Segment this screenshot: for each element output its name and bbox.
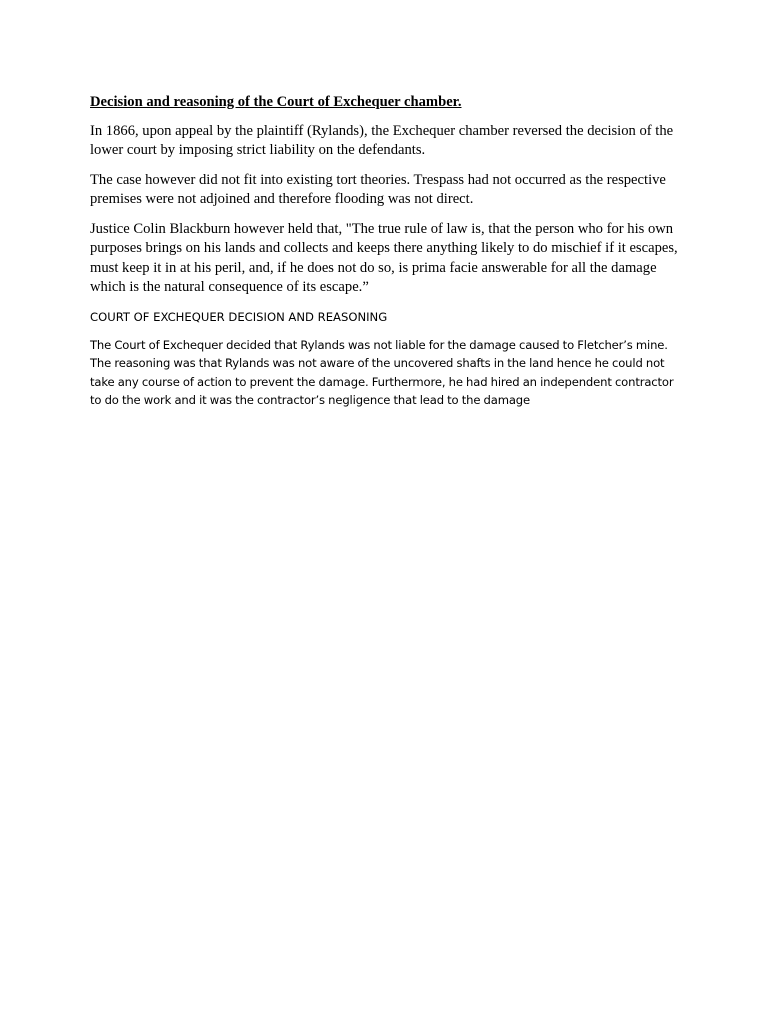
paragraph-tort-theories: The case however did not fit into existing tort theories. Trespass had not occurred as the respective premises were not adjoined and therefore flooding was not direct.	[90, 171, 666, 207]
section-heading: COURT OF EXCHEQUER DECISION AND REASONING	[90, 309, 388, 324]
paragraph-appeal: In 1866, upon appeal by the plaintiff (Rylands), the Exchequer chamber reversed the decision of the lower court by imposing strict liability on the defendants.	[90, 122, 674, 158]
section-paragraph: The Court of Exchequer decided that Rylands was not liable for the damage caused to Fletcher’s mine. The reasoning was that Rylands was not aware of the uncovered shafts in the land hence he could not take any course of action to prevent the damage. Furthermore, he had hired an independent contractor to do the work and it was the contractor’s negligence that lead to the damage	[90, 337, 674, 408]
document-heading: Decision and reasoning of the Court of Exchequer chamber.	[90, 94, 462, 110]
paragraph-blackburn-quote: Justice Colin Blackburn however held that, "The true rule of law is, that the person who for his own purposes brings on his lands and collects and keeps there anything likely to do mischief if it escapes, must keep it in at his peril, and, if he does not do so, is prima facie answerable for all the damage which is the natural consequence of its escape.”	[90, 220, 678, 295]
document-page	[90, 93, 680, 410]
